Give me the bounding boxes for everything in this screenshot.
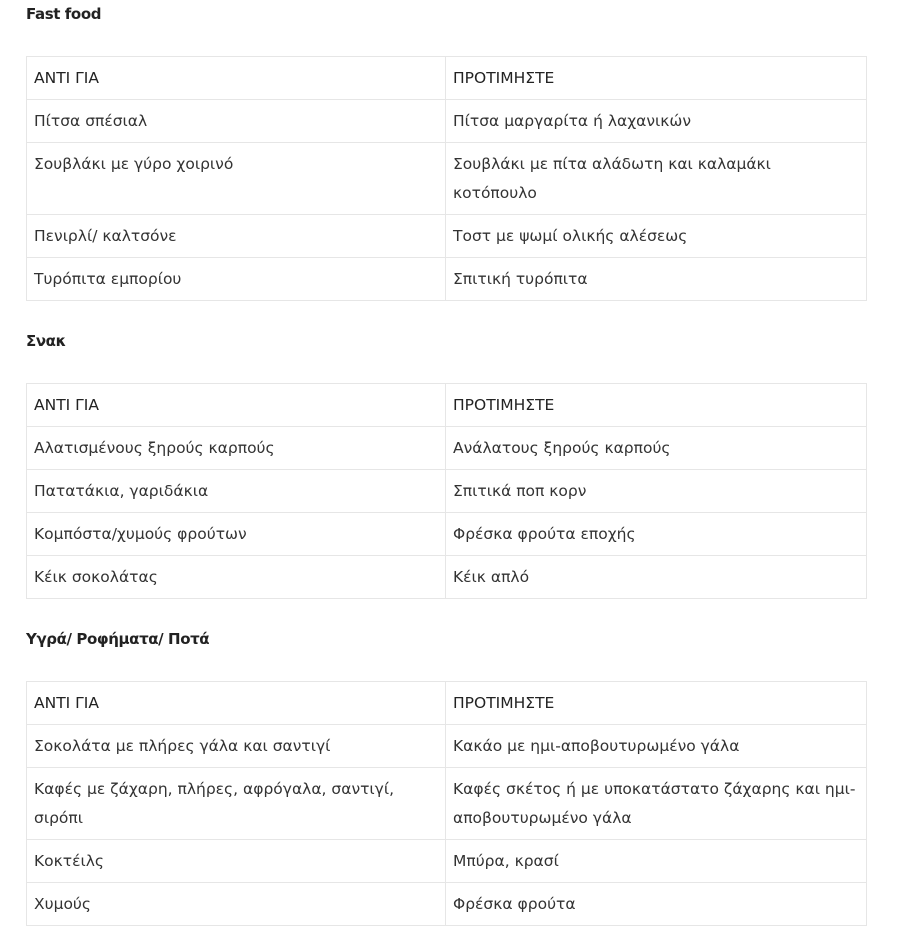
- table-cell: Πίτσα μαργαρίτα ή λαχανικών: [446, 100, 867, 143]
- table-cell: Σουβλάκι με γύρο χοιρινό: [27, 143, 446, 215]
- table-cell: Τυρόπιτα εμπορίου: [27, 258, 446, 301]
- table-cell: Καφές σκέτος ή με υποκατάστατο ζάχαρης και ημι-αποβουτυρωμένο γάλα: [446, 768, 867, 840]
- header-cell-prefer: ΠΡΟΤΙΜΗΣΤΕ: [446, 384, 867, 427]
- table-row: [27, 840, 867, 883]
- table-cell: Κέικ σοκολάτας: [27, 556, 446, 599]
- table-cell: Κακάο με ημι-αποβουτυρωμένο γάλα: [446, 725, 867, 768]
- table-cell: Πενιρλί/ καλτσόνε: [27, 215, 446, 258]
- section-heading-snacks: Σνακ: [26, 332, 66, 350]
- table-row: [27, 470, 867, 513]
- table-cell: Φρέσκα φρούτα: [446, 883, 867, 926]
- table-header-row: [27, 682, 867, 725]
- header-cell-prefer: ΠΡΟΤΙΜΗΣΤΕ: [446, 57, 867, 100]
- table-row: [27, 143, 867, 215]
- table-cell: Κομπόστα/χυμούς φρούτων: [27, 513, 446, 556]
- table-cell: Ανάλατους ξηρούς καρπούς: [446, 427, 867, 470]
- table-row: [27, 556, 867, 599]
- table-header-row: [27, 57, 867, 100]
- table-row: [27, 258, 867, 301]
- table-cell: Σπιτική τυρόπιτα: [446, 258, 867, 301]
- table-cell: Τοστ με ψωμί ολικής αλέσεως: [446, 215, 867, 258]
- table-cell: Χυμούς: [27, 883, 446, 926]
- table-cell: Αλατισμένους ξηρούς καρπούς: [27, 427, 446, 470]
- article-content: [26, 0, 866, 926]
- table-row: [27, 513, 867, 556]
- comparison-table-fast-food: [26, 56, 867, 301]
- table-cell: Καφές με ζάχαρη, πλήρες, αφρόγαλα, σαντιγί, σιρόπι: [27, 768, 446, 840]
- table-row: [27, 215, 867, 258]
- table-row: [27, 725, 867, 768]
- table-row: [27, 427, 867, 470]
- table-header-row: [27, 384, 867, 427]
- section-heading-drinks: Υγρά/ Ροφήματα/ Ποτά: [26, 630, 210, 648]
- table-cell: Κοκτέιλς: [27, 840, 446, 883]
- header-cell-instead: ΑΝΤΙ ΓΙΑ: [27, 384, 446, 427]
- table-cell: Φρέσκα φρούτα εποχής: [446, 513, 867, 556]
- table-row: [27, 883, 867, 926]
- comparison-table-snacks: [26, 383, 867, 599]
- table-cell: Σουβλάκι με πίτα αλάδωτη και καλαμάκι κοτόπουλο: [446, 143, 867, 215]
- header-cell-instead: ΑΝΤΙ ΓΙΑ: [27, 57, 446, 100]
- table-cell: Πατατάκια, γαριδάκια: [27, 470, 446, 513]
- table-row: [27, 100, 867, 143]
- table-cell: Σοκολάτα με πλήρες γάλα και σαντιγί: [27, 725, 446, 768]
- table-row: [27, 768, 867, 840]
- header-cell-instead: ΑΝΤΙ ΓΙΑ: [27, 682, 446, 725]
- table-cell: Πίτσα σπέσιαλ: [27, 100, 446, 143]
- section-heading-fast-food: Fast food: [26, 5, 102, 23]
- table-cell: Κέικ απλό: [446, 556, 867, 599]
- table-cell: Μπύρα, κρασί: [446, 840, 867, 883]
- comparison-table-drinks: [26, 681, 867, 926]
- header-cell-prefer: ΠΡΟΤΙΜΗΣΤΕ: [446, 682, 867, 725]
- table-cell: Σπιτικά ποπ κορν: [446, 470, 867, 513]
